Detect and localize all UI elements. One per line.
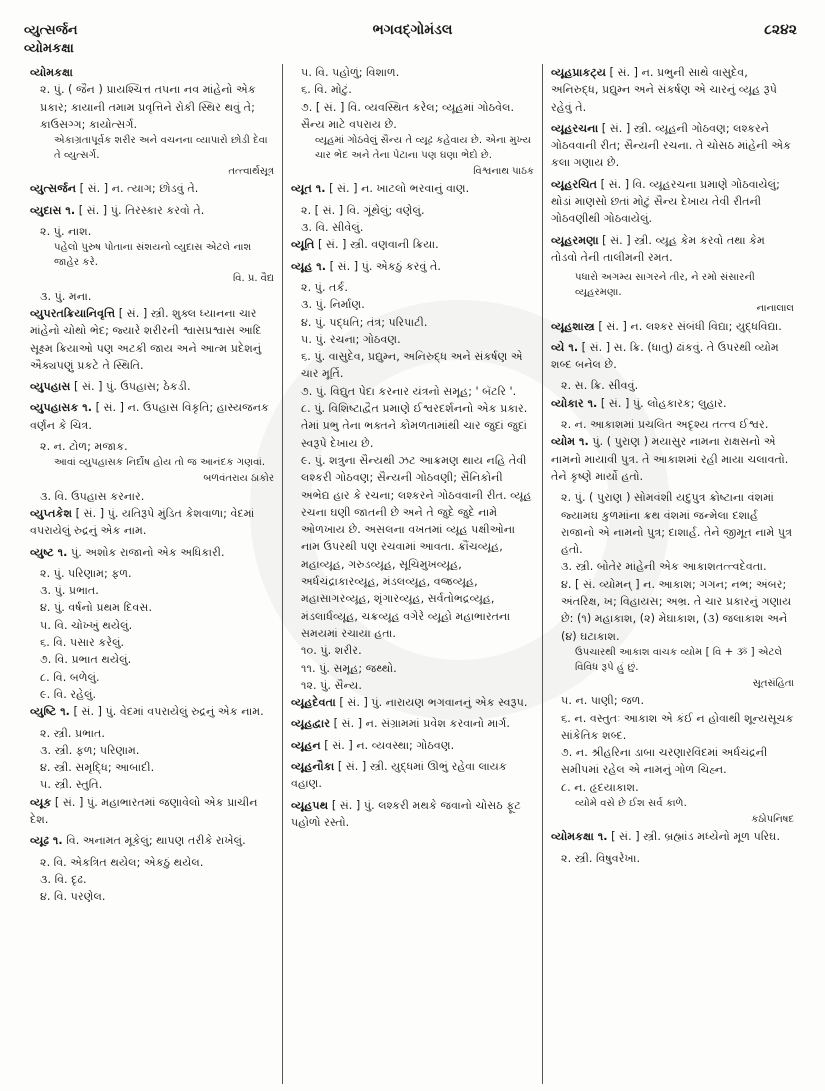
definition: [ સં. ] પું. એકઠું કરવું તે. <box>326 259 441 273</box>
citation-quote: વ્યૂહમાં ગોઠવેલું સૈન્ય તે વ્યૂઢ કહેવાય છે. એના મુખ્ય ચાર ભેદ અને તેના પેટાના પણ ઘણા ભેદો છે. <box>315 135 532 162</box>
definition: [ સં. ] સ્ત્રી. વ્યૂહની ગોઠવણ; લશ્કરને ગોઠવવાની રીત; સૈન્યની રચના. તે ચોસઠ માંહેની એક કલા ગણાય છે. <box>551 121 792 170</box>
headword: વ્યોકાર ૧. <box>551 396 598 410</box>
headword: વ્યૂઢ ૧. <box>30 834 63 848</box>
headword: વ્યે ૧. <box>551 340 579 354</box>
citation-source: કઠોપનિષદ <box>751 813 794 825</box>
dictionary-entry <box>30 703 274 720</box>
sense-line: ૪. વિ. પરણેલ. <box>40 890 106 904</box>
dictionary-entry <box>291 758 534 793</box>
sense-line: ૩. સ્ત્રી. બોતેર માંહેની એક આકાશતત્ત્વદેવતા. <box>561 560 767 574</box>
definition: [ સં. ] પું. લોહકારક; લુહાર. <box>597 396 727 410</box>
citation-quote: આવાં વ્યુપહાસક નિર્દોષ હોય તો જ આનંદક ગણવાં. <box>54 457 266 469</box>
dictionary-entry <box>551 339 794 374</box>
sense-line: ૫. પું. રચના; ગોઠવણ. <box>301 332 401 346</box>
headword: વ્યુષ્ટિ ૧. <box>30 705 70 719</box>
sense-line: ૫. ન. પાણી; જળ. <box>561 694 645 708</box>
sense-line: ૫. વિ. ચોખ્ખું થયેલું. <box>40 618 133 632</box>
definition: વિ. અનામત મૂકેલું; થાપણ તરીકે રાખેલું. <box>62 834 246 848</box>
headword: વ્યૂહપથ <box>291 798 329 812</box>
dictionary-entry <box>30 202 274 219</box>
sense-line: ૯. વિ. રહેલું. <box>40 687 97 701</box>
definition: [ સં. ] પું. વેદમાં વપરાયેલું રુદ્રનું એક નામ. <box>69 705 264 719</box>
dictionary-entry <box>551 64 794 116</box>
sense-line: ૨. વિ. એકત્રિત થયેલ; એકઠું થયેલ. <box>40 855 204 869</box>
sense-line: ૩. પું. મના. <box>40 289 92 303</box>
column-left <box>22 64 282 1084</box>
definition: [ સં. ] ન. ખાટલો ભરવાનું વાણ. <box>325 182 470 196</box>
citation-quote: વ્યોમે વસે છે ઈશ સર્વ કાળે. <box>575 797 687 809</box>
headword: વ્યુપહાસ <box>30 380 71 394</box>
sense-line: ૨. ન. ટોળ; મજાક. <box>40 440 128 454</box>
sense-line: ૫. સ્ત્રી. સ્તુતિ. <box>40 778 103 792</box>
citation-source: વિશ્વનાથ પાઠક <box>473 166 534 178</box>
sense-line: ૫. વિ. પહોળું; વિશાળ. <box>301 66 400 79</box>
headword: વ્યૂહરમણા <box>551 233 599 247</box>
dictionary-entry <box>551 828 794 845</box>
dictionary-entry <box>551 433 794 485</box>
definition: [ સં. ] ન. ત્યાગ; છોડવું તે. <box>76 182 199 196</box>
definition: [ સં. ] પું. મહાભારતમાં જણાવેલો એક પ્રાચીન દેશ. <box>30 795 258 826</box>
dictionary-entry <box>30 794 274 829</box>
definition: [ સં. ] પું. તિરસ્કાર કરવો તે. <box>75 203 205 217</box>
sense-line: ૭. વિ. પ્રભાત થયેલું. <box>40 653 132 667</box>
definition: [ સં. ] સ. ક્રિ. (ધાતુ) ઢાંકવું. તે ઉપરથી વ્યોમ શબ્દ બનેલ છે. <box>551 340 779 372</box>
dictionary-entry <box>30 505 274 540</box>
sense-line: ૭. પું. વિદ્યુત પેદા કરનાર યંત્રનો સમૂહ; ' બૅટરિ '. <box>301 384 517 398</box>
sense-line: ૨. પું. ( પુરાણ ) સોમવંશી યદુપુત્ર ક્રોષ્ટાના વંશમાં જ્યામઘ કુળમાંના ક્રથ વંશમાં જન્મેલા દશાર્હ રાજાનો એ નામનો પુત્ર; દાશાર્હ. તેને જીમૂત નામે પુત્ર હતો. <box>561 491 793 557</box>
column-middle <box>282 64 542 1084</box>
sense-line: ૨. ન. આકાશમાં પ્રચલિત અદૃશ્ય તત્ત્વ ઈશ્વર. <box>561 418 769 432</box>
page-header <box>0 14 825 58</box>
dictionary-entry <box>291 258 534 275</box>
definition: [ સં. ] ન. પ્રભુની સાથે વાસુદેવ, અનિરુદ્ધ, પ્રદ્યુમ્ન અને સંકર્ષણ એ ચારનું વ્યૂહ રૂપે રહેવું તે. <box>551 66 777 114</box>
citation-quote: ઉપચારથી આકાશ વાચક વ્યોમ [ વિ + ૐ ] એટલે વિવિધ રૂપે હું છું. <box>575 646 783 673</box>
sense-line: ૧૨. પું. સૈન્ય. <box>301 678 362 692</box>
definition: [ સં. ] સ્ત્રી. શુક્લ ધ્યાનના ચાર માંહેનો ચોથો ભેદ; જ્યારે શરીરની શ્વાસપ્રશ્વાસ આદિ સૂક્ષ્મ ક્રિયાઓ પણ અટકી જાય અને આત્મ પ્રદેશનું ઐક્યપણું પ્રકટે તે સ્થિતિ. <box>30 306 262 372</box>
headword: વ્યુદાસ ૧. <box>30 203 76 217</box>
headword: વ્યોમકક્ષા <box>30 66 73 79</box>
guide-last-word: વ્યોમકક્ષા <box>24 41 74 56</box>
definition: [ સં. ] પું. નારાયણ ભગવાનનું એક સ્વરૂપ. <box>335 696 528 710</box>
headword: વ્યુપ્તકેશ <box>30 506 73 520</box>
headword: વ્યુત્સર્જન <box>30 182 77 196</box>
sense-line: ૩. વિ. ઉપહાસ કરનાર. <box>40 489 145 503</box>
sense-line: ૨. પું. પરિણામ; ફળ. <box>40 566 132 580</box>
definition: [ સં. ] પું. યતિરૂપે મુંડિત કેશવાળા; વેદમાં વપરાયેલું રુદ્રનું એક નામ. <box>30 506 255 538</box>
sense-line: ૩. વિ. દૃઢ. <box>40 872 87 886</box>
headword: વ્યૂહશાસ્ત્ર <box>551 319 595 333</box>
sense-line: ૯. પું. શત્રુના સૈન્યથી ઝટ આક્રમણ થાય નહિ તેવી લશ્કરી ગોઠવણ; સૈન્યની ગોઠવણી; સૈનિકોની અભેદ્ય હાર કે રચના; લશ્કરને ગોઠવવાની રીત. વ્યૂહ રચના ઘણી જાતની છે અને તે જુદે જુદે નામે ઓળખાય છે. અસલના વખતમાં વ્યૂહ પક્ષીઓના નામ ઉપરથી પણ રચવામાં આવતા. ક્રૌંચવ્યૂહ, મહાવ્યૂહ, ગરુડવ્યૂહ, સૂચિમુખવ્યૂહ, અર્ધચંદ્રાકારવ્યૂહ, મંડલવ્યૂહ, વજ્રવ્યૂહ, મહાસાગરવ્યૂહ, શૃંગારવ્યૂહ, સર્વતોભદ્રવ્યૂહ, મંડલાર્ધવ્યૂહ, ચક્રવ્યૂહ વગેરે વ્યૂહો મહાભારતના સમયમાં રચાયા હતા. <box>301 453 532 640</box>
sense-line: ૪. [ સં. વ્યોમન્ ] ન. આકાશ; ગગન; નભ; અંબર; અંતરિક્ષ, ખ; વિહાયસ; અભ્ર. તે ચાર પ્રકારનું ગણાય છે: (૧) મહાકાશ, (૨) મેઘાકાશ, (૩) જલાકાશ અને (૪) ઘટાકાશ. <box>561 577 792 643</box>
definition: [ સં. ] સ્ત્રી. બ્રહ્માંડ મધ્યેનો મૂળ પરિઘ. <box>607 830 781 844</box>
definition: [ સં. ] સ્ત્રી. વણવાની ક્રિયા. <box>314 238 439 252</box>
definition: [ સં. ] પું. લશ્કરી મથકે જવાનો ચોસઠ ફૂટ પહોળો રસ્તો. <box>291 798 521 829</box>
sense-line: ૨. સ્ત્રી. વિષુવરેખા. <box>561 851 641 865</box>
definition: [ સં. ] ન. વ્યવસ્થા; ગોઠવણ. <box>320 738 455 752</box>
sense-line: ૪. પું. પદ્ધતિ; તંત્ર; પરિપાટી. <box>301 315 428 329</box>
definition: પું. ( પુરાણ ) મયાસુર નામના રાક્ષસનો એ નામનો માયાવી પુત્ર. તે આકાશમાં રહી માયા ચલાવતો. તેને કૃષ્ણે માર્યો હતો. <box>551 435 789 483</box>
sense-line: ૩. વિ. સીવેલું. <box>301 221 364 235</box>
definition: [ સં. ] ન. ઉપહાસ વિકૃતિ; હાસ્યજનક વર્ણન કે ચિત્ર. <box>30 401 269 432</box>
headword: વ્યૂત ૧. <box>291 182 326 196</box>
headword: વ્યુપરતક્રિયાનિવૃત્તિ <box>30 306 116 320</box>
definition: [ સં. ] ન. સંગ્રામમાં પ્રવેશ કરવાનો માર્ગ. <box>330 717 510 731</box>
citation-quote: એકાગ્રતાપૂર્વક શરીર અને વચનના વ્યાપારો છોડી દેવા તે વ્યુત્સર્ગ. <box>54 135 268 162</box>
headword: વ્યૂહ ૧. <box>291 259 327 273</box>
dictionary-entry <box>551 176 794 228</box>
headword: વ્યૂહદ્વાર <box>291 717 331 731</box>
headword: વ્યોમકક્ષા ૧. <box>551 830 608 844</box>
sense-line: ૪. પું. વર્ષનો પ્રથમ દિવસ. <box>40 601 152 615</box>
citation-source: તત્ત્વાર્થસૂત્ર <box>228 166 274 178</box>
dictionary-entry <box>291 236 534 253</box>
headword: વ્યૂહદેવતા <box>291 696 336 710</box>
sense-line: ૩. પું. નિર્માણ. <box>301 298 365 312</box>
headword: વ્યૂતિ <box>291 238 315 252</box>
dictionary-entry <box>291 180 534 197</box>
definition: [ સં. ] પું. ઉપહાસ; ઠેકડી. <box>70 380 191 394</box>
headword: વ્યુપહાસક ૧. <box>30 401 93 415</box>
dictionary-entry <box>291 694 534 711</box>
headword: વ્યૂહપ્રાકટ્ય <box>551 66 606 79</box>
definition: [ સં. ] ન. લશ્કર સંબંધી વિદ્યા; યુદ્ધવિદ્યા. <box>594 319 782 333</box>
sense-line: ૨. પું. નાશ. <box>40 225 92 239</box>
dictionary-entry <box>291 737 534 754</box>
dictionary-entry <box>30 305 274 374</box>
dictionary-entry <box>30 832 274 849</box>
definition: [ સં. ] સ્ત્રી. વ્યૂહ કેમ કરવો તથા કેમ તોડવો તેની તાલીમની રમત. <box>551 233 765 264</box>
sense-line: ૧૧. પું. સમૂહ; જથ્થો. <box>301 661 397 675</box>
headword: વ્યૂક <box>30 795 52 809</box>
sense-line: ૮. વિ. બળેલું. <box>40 670 100 684</box>
dictionary-entry <box>551 395 794 412</box>
sense-line: ૩. સ્ત્રી. ફળ; પરિણામ. <box>40 743 140 757</box>
guide-first-word: વ્યુત્સર્જન <box>24 23 78 38</box>
definition: [ સં. ] સ્ત્રી. યુદ્ધમાં ઊભું રહેવા લાયક વહાણ. <box>291 759 507 791</box>
page-title: ભગવદ્ગોમંડલ <box>372 22 453 38</box>
sense-line: ૪. સ્ત્રી. સમૃદ્ધિ; આબાદી. <box>40 761 155 775</box>
definition: [ સં. ] વિ. વ્યૂહરચના પ્રમાણે ગોઠવાયેલું; થોડાં માણસો છતાં મોટું સૈન્ય દેખાય તેવી રીતની ગોઠવણીથી ગોઠવાયેલું. <box>551 177 780 226</box>
sense-line: ૮. ન. હૃદયાકાશ. <box>561 780 639 794</box>
sense-line: ૨. પું. ( જૈન ) પ્રાયશ્ચિત્ત તપના નવ માંહેનો એક પ્રકાર; કાયાની તમામ પ્રવૃત્તિને રોકી સ્થિર થવું તે; કાઉસગ્ગ; કાયોત્સર્ગ. <box>40 83 256 131</box>
sense-line: ૬. ન. વસ્તુતઃ આકાશ એ કંઈ ન હોવાથી શૂન્યસૂચક સાંકેતિક શબ્દ. <box>561 711 794 742</box>
page-number: ૮૨૪૨ <box>764 22 797 38</box>
definition: પું. અશોક રાજાનો એક અધિકારી. <box>67 545 225 559</box>
citation-quote: પહેલો પુરુષ પોતાના સંશયનો વ્યુદાસ એટલે નાશ જાહેર કરે. <box>54 242 252 269</box>
headword: વ્યુષ્ટ ૧. <box>30 545 68 559</box>
sense-line: ૬. વિ. પસાર કરેલું. <box>40 636 125 650</box>
sense-line: ૧૦. પું. શરીર. <box>301 644 362 658</box>
dictionary-entry <box>30 378 274 395</box>
dictionary-entry <box>30 399 274 434</box>
sense-line: ૭. ન. શ્રીહરિના ડાબા ચરણારવિંદમાં અર્ધચંદ્રની સમીપમાં રહેલ એ નામનું ગોળ ચિહ્ન. <box>561 746 768 777</box>
dictionary-entry <box>551 318 794 335</box>
dictionary-entry <box>551 232 794 267</box>
sense-line: ૬. પું. વાસુદેવ, પ્રદ્યુમ્ન, અનિરુદ્ધ અને સંકર્ષણ એ ચાર મૂર્તિ. <box>301 350 523 381</box>
column-right <box>542 64 802 1084</box>
sense-line: ૨. પું. તર્ક. <box>301 280 348 294</box>
headword: વ્યૂહનૌકા <box>291 759 335 773</box>
sense-line: ૨. સ્ત્રી. પ્રભાત. <box>40 726 105 740</box>
dictionary-entry <box>551 120 794 172</box>
headword: વ્યૂહરચના <box>551 121 599 135</box>
sense-line: ૮. પું. વિશિષ્ટાદ્વૈત પ્રમાણે ઈશ્વરદર્શનનો એક પ્રકાર. તેમાં પ્રભુ તેના ભક્તને કોમળતામાંથી ચાર જુદાં જુદાં સ્વરૂપે દેખાય છે. <box>301 402 528 450</box>
sense-line: ૨. [ સં. ] વિ. ગૂંથેલું; વણેલું. <box>301 203 425 217</box>
sense-line: ૩. પું. પ્રભાત. <box>40 584 99 598</box>
citation-source: નાનાલાલ <box>756 303 794 315</box>
dictionary-entry <box>291 797 534 832</box>
headword: વ્યોમ ૧. <box>551 435 589 449</box>
dictionary-entry <box>30 544 274 561</box>
dictionary-entry <box>291 715 534 732</box>
citation-source: સૂતસંહિતા <box>752 677 794 689</box>
citation-quote: પધારો અગમ્ય સાગરને તીર, ને રમો સંસારની વ્યૂહરમણા. <box>575 272 755 299</box>
headword: વ્યૂહરચિત <box>551 177 598 191</box>
headword: વ્યૂહન <box>291 738 321 752</box>
dictionary-columns <box>22 64 804 1084</box>
sense-line: ૬. વિ. મોટું. <box>301 83 352 97</box>
citation-source: બળવંતરાય ઠાકોર <box>203 473 274 485</box>
dictionary-entry <box>30 180 274 197</box>
sense-line: ૨. સ. ક્રિ. સીવવું. <box>561 379 639 393</box>
citation-source: વિ. પ્ર. વૈદ્ય <box>232 273 274 285</box>
sense-line: ૭. [ સં. ] વિ. વ્યવસ્થિત કરેલ; વ્યૂહમાં ગોઠવેલ. સૈન્ય માટે વપરાય છે. <box>301 100 515 131</box>
